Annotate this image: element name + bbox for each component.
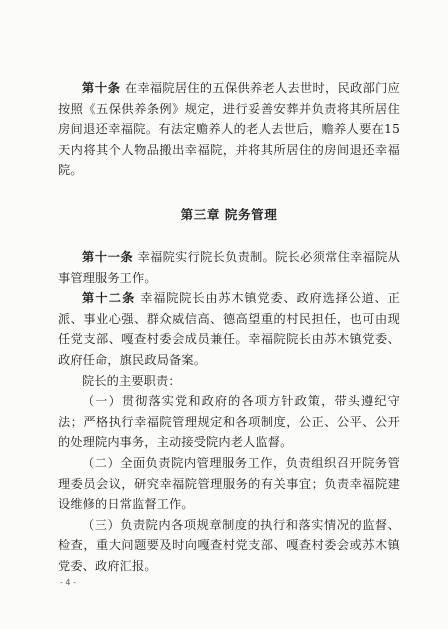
article-11-paragraph	[58, 247, 400, 288]
page-number: - 4 -	[60, 578, 76, 587]
article-10-text: 在幸福院居住的五保供养老人去世时，民政部门应按照《五保供养条例》规定，进行妥善安葬并负责将其所居住房间退还幸福院。有法定赡养人的老人去世后，赡养人要在15天内将其个人物品搬出幸福院，并将其所居住的房间退还幸福院。	[58, 81, 400, 178]
article-12-text: 幸福院院长由苏木镇党委、政府选择公道、正派、事业心强、群众威信高、德高望重的村民担任，也可由现任党支部、嘎查村委会成员兼任。幸福院院长由苏木镇党委、政府任命，旗民政局备案。	[58, 291, 401, 367]
document-body	[58, 78, 400, 576]
article-11-text: 幸福院实行院长负责制。院长必须常住幸福院从事管理服务工作。	[58, 249, 401, 285]
article-10-paragraph	[58, 78, 400, 181]
duty-item-3: （三）负责院内各项规章制度的执行和落实情况的监督、检查，重大问题要及时向嘎查村党支部、嘎查村委会或苏木镇党委、政府汇报。	[58, 517, 400, 573]
chapter-title: 第三章 院务管理	[180, 206, 278, 222]
article-12-paragraph	[58, 288, 400, 370]
article-10-label: 第十条	[82, 81, 121, 95]
duty-item-1: （一）贯彻落实党和政府的各项方针政策，带头遵纪守法；严格执行幸福院管理规定和各项制度，公正、公平、公开的处理院内事务，主动接受院内老人监督。	[58, 394, 400, 450]
duty-item-2: （二）全面负责院内管理服务工作，负责组织召开院务管理委员会议，研究幸福院管理服务的有关事宜；负责幸福院建设维修的日常监督工作。	[58, 455, 400, 512]
article-11-label: 第十一条	[82, 249, 134, 264]
article-12-label: 第十二条	[82, 291, 136, 306]
duties-intro: 院长的主要职责：	[82, 373, 181, 388]
